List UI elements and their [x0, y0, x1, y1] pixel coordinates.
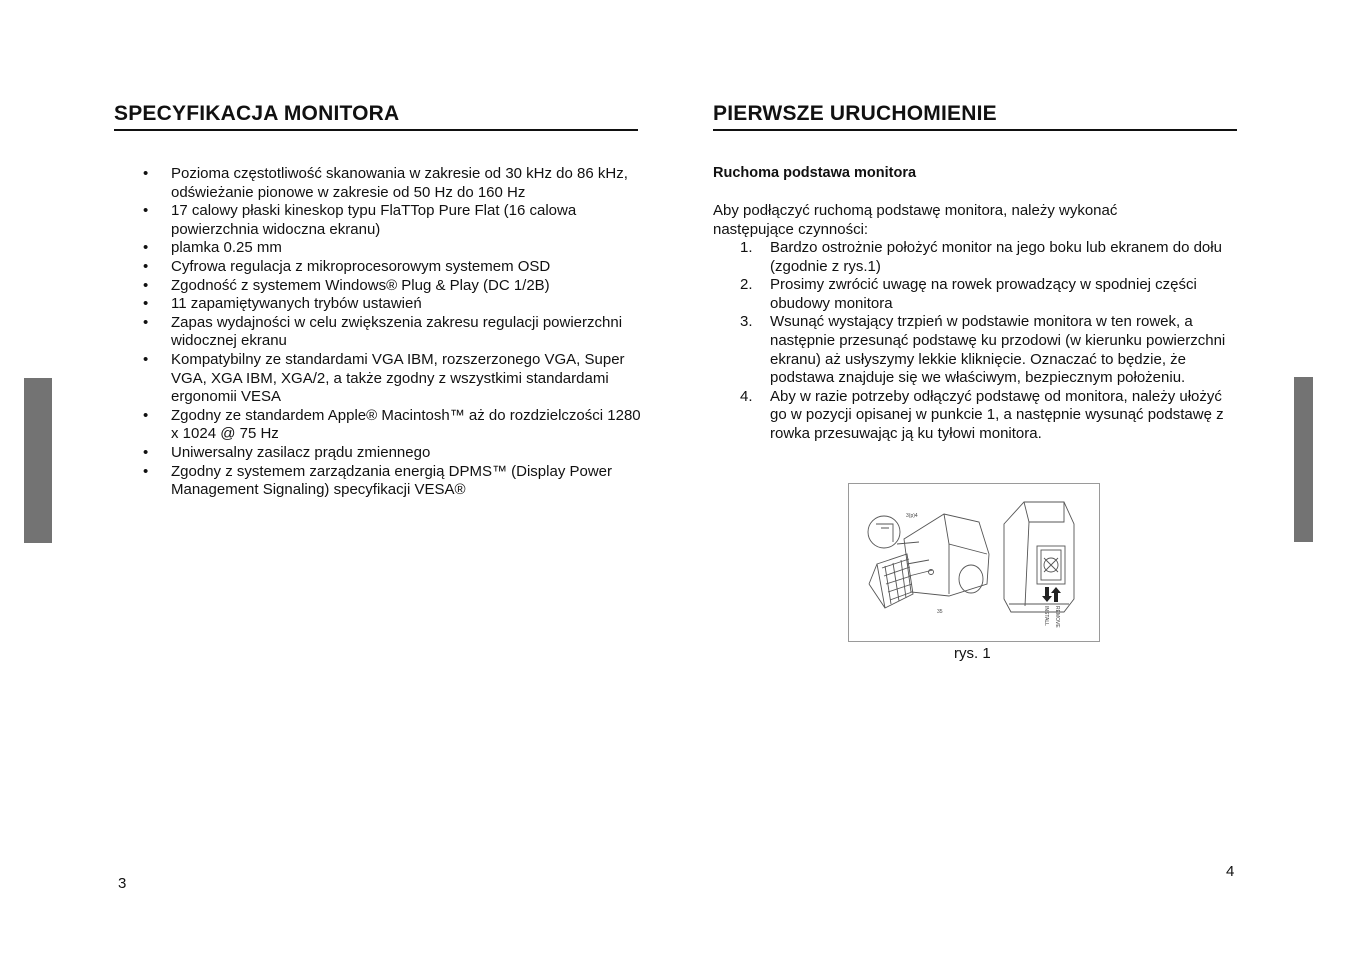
bullet-glyph: •	[143, 257, 149, 275]
monitor-stand-figure	[848, 483, 1100, 642]
spec-bullet-list	[143, 165, 643, 500]
step-number: 4.	[740, 387, 753, 405]
step-item	[740, 313, 1230, 387]
page-number-left: 3	[118, 875, 127, 892]
step-number: 1.	[740, 239, 753, 256]
step-text: Aby w razie potrzeby odłączyć podstawę od monitora, należy ułożyć go w pozycji opisanej w punkcie 1, a następnie wysunąć podstawę z rowka przesuwając ją ku tyłowi monitora.	[770, 387, 1224, 442]
list-item-text: Zgodny z systemem zarządzania energią DPMS™ (Display Power Management Signaling) specyfikacji VESA®	[171, 462, 612, 499]
list-item	[143, 202, 643, 239]
monitor-stand-illustration	[849, 484, 1099, 641]
step-number: 2.	[740, 276, 753, 294]
bullet-glyph: •	[143, 202, 149, 220]
figure-label-remove: REMOVE	[1054, 606, 1060, 628]
list-item-text: Pozioma częstotliwość skanowania w zakresie od 30 kHz do 86 kHz, odświeżanie pionowe w zakresie od 50 Hz do 160 Hz	[171, 165, 628, 201]
list-item-text: Zgodność z systemem Windows® Plug & Play (DC 1/2B)	[171, 276, 550, 294]
figure-label-top: 3(p)4	[906, 513, 918, 519]
section-heading-specyfikacja: SPECYFIKACJA MONITORA	[114, 102, 638, 131]
installation-steps-list	[740, 239, 1230, 444]
bullet-glyph: •	[143, 462, 149, 480]
figure-label-bottom: 35	[937, 609, 943, 615]
step-text: Bardzo ostrożnie położyć monitor na jego boku lub ekranem do dołu (zgodnie z rys.1)	[770, 239, 1222, 275]
bullet-glyph: •	[143, 165, 149, 182]
list-item-text: Uniwersalny zasilacz prądu zmiennego	[171, 443, 431, 461]
step-item	[740, 388, 1230, 444]
bullet-glyph: •	[143, 350, 149, 368]
list-item	[143, 463, 643, 500]
list-item	[143, 239, 643, 258]
step-item	[740, 276, 1230, 313]
bullet-glyph: •	[143, 443, 149, 461]
figure-label-install: INSTALL	[1043, 606, 1049, 626]
list-item	[143, 407, 643, 444]
list-item	[143, 165, 643, 202]
step-text: Prosimy zwrócić uwagę na rowek prowadzący w spodniej części obudowy monitora	[770, 276, 1197, 312]
list-item-text: 11 zapamiętywanych trybów ustawień	[171, 295, 422, 313]
subheading-ruchoma-podstawa: Ruchoma podstawa monitora	[713, 165, 917, 181]
figure-caption: rys. 1	[954, 645, 991, 662]
list-item	[143, 295, 643, 314]
side-tab-left	[24, 378, 52, 543]
list-item	[143, 351, 643, 407]
bullet-glyph: •	[143, 276, 149, 294]
bullet-glyph: •	[143, 295, 149, 313]
list-item-text: Kompatybilny ze standardami VGA IBM, rozszerzonego VGA, Super VGA, XGA IBM, XGA/2, a także zgodny z wszystkimi standardami ergonomii VESA	[171, 350, 625, 406]
list-item	[143, 258, 643, 277]
list-item	[143, 314, 643, 351]
list-item	[143, 444, 643, 463]
side-tab-right	[1294, 377, 1313, 542]
page-number-right: 4	[1226, 863, 1235, 880]
list-item-text: 17 calowy płaski kineskop typu FlaTTop Pure Flat (16 calowa powierzchnia widoczna ekranu)	[171, 202, 577, 238]
list-item-text: Cyfrowa regulacja z mikroprocesorowym systemem OSD	[171, 257, 551, 275]
list-item-text: plamka 0.25 mm	[171, 239, 282, 257]
step-item	[740, 239, 1230, 276]
bullet-glyph: •	[143, 239, 149, 257]
bullet-glyph: •	[143, 313, 149, 331]
list-item-text: Zapas wydajności w celu zwiększenia zakresu regulacji powierzchni widocznej ekranu	[171, 313, 623, 350]
step-number: 3.	[740, 313, 753, 331]
list-item-text: Zgodny ze standardem Apple® Macintosh™ aż do rozdzielczości 1280 x 1024 @ 75 Hz	[171, 406, 641, 443]
bullet-glyph: •	[143, 406, 149, 424]
list-item	[143, 277, 643, 296]
section-heading-pierwsze-uruchomienie: PIERWSZE URUCHOMIENIE	[713, 102, 1237, 131]
intro-paragraph: Aby podłączyć ruchomą podstawę monitora, należy wykonać następujące czynności:	[713, 202, 1118, 238]
step-text: Wsunąć wystający trzpień w podstawie monitora w ten rowek, a następnie przesunąć podstawę ku przodowi (w kierunku powierzchni ekranu) aż usłyszymy lekkie kliknięcie. Oznaczać to będzie, że podstawa znajduje się we właściwym, bezpiecznym położeniu.	[770, 313, 1226, 387]
